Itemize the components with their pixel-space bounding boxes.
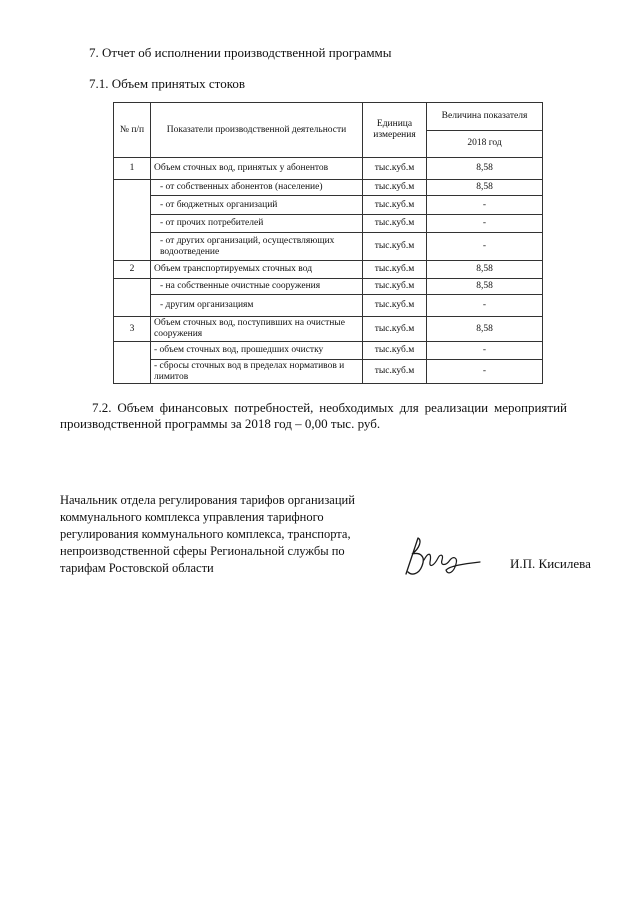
row-value: - bbox=[427, 215, 543, 233]
row-num-empty bbox=[114, 180, 151, 261]
row-num: 2 bbox=[114, 261, 151, 279]
row-indicator: - от прочих потребителей bbox=[151, 215, 363, 233]
header-value-group: Величина показателя bbox=[427, 103, 543, 131]
row-num-empty bbox=[114, 279, 151, 317]
header-year: 2018 год bbox=[427, 130, 543, 158]
row-value: - bbox=[427, 233, 543, 261]
row-value: 8,58 bbox=[427, 279, 543, 295]
row-value: 8,58 bbox=[427, 180, 543, 196]
row-unit: тыс.куб.м bbox=[363, 196, 427, 215]
signer-position-line: непроизводственной сферы Региональной службы по bbox=[60, 544, 345, 558]
row-num-empty bbox=[114, 342, 151, 384]
wastewater-table bbox=[113, 102, 543, 384]
table-row bbox=[114, 279, 543, 295]
row-num: 1 bbox=[114, 158, 151, 180]
table-row bbox=[114, 215, 543, 233]
row-unit: тыс.куб.м bbox=[363, 342, 427, 360]
row-unit: тыс.куб.м bbox=[363, 215, 427, 233]
row-indicator: - на собственные очистные сооружения bbox=[151, 279, 363, 295]
section-heading: 7. Отчет об исполнении производственной программы bbox=[89, 45, 392, 60]
row-unit: тыс.куб.м bbox=[363, 261, 427, 279]
row-indicator: Объем транспортируемых сточных вод bbox=[151, 261, 363, 279]
row-value: - bbox=[427, 360, 543, 384]
table-row bbox=[114, 196, 543, 215]
header-num: № п/п bbox=[114, 103, 151, 158]
table-row bbox=[114, 180, 543, 196]
table-row bbox=[114, 317, 543, 342]
table-row bbox=[114, 360, 543, 384]
row-indicator: - от других организаций, осуществляющих водоотведение bbox=[151, 233, 363, 261]
subsection-heading: 7.1. Объем принятых стоков bbox=[89, 76, 245, 91]
signer-name: И.П. Кисилева bbox=[510, 556, 591, 571]
row-indicator: - от бюджетных организаций bbox=[151, 196, 363, 215]
table-row bbox=[114, 295, 543, 317]
row-value: 8,58 bbox=[427, 317, 543, 342]
row-value: - bbox=[427, 196, 543, 215]
row-indicator: Объем сточных вод, поступивших на очистные сооружения bbox=[151, 317, 363, 342]
row-value: 8,58 bbox=[427, 158, 543, 180]
row-value: - bbox=[427, 295, 543, 317]
table-row bbox=[114, 233, 543, 261]
header-indicator: Показатели производственной деятельности bbox=[151, 103, 363, 158]
header-unit: Единица измерения bbox=[363, 103, 427, 158]
row-indicator: - другим организациям bbox=[151, 295, 363, 317]
table-row bbox=[114, 261, 543, 279]
row-unit: тыс.куб.м bbox=[363, 158, 427, 180]
row-indicator: - объем сточных вод, прошедших очистку bbox=[151, 342, 363, 360]
row-indicator: - сбросы сточных вод в пределах нормативов и лимитов bbox=[151, 360, 363, 384]
row-value: 8,58 bbox=[427, 261, 543, 279]
row-unit: тыс.куб.м bbox=[363, 317, 427, 342]
signer-position-line: коммунального комплекса управления тарифного bbox=[60, 510, 324, 524]
row-indicator: Объем сточных вод, принятых у абонентов bbox=[151, 158, 363, 180]
row-unit: тыс.куб.м bbox=[363, 295, 427, 317]
row-value: - bbox=[427, 342, 543, 360]
signer-position-line: тарифам Ростовской области bbox=[60, 561, 214, 575]
handwritten-signature bbox=[400, 530, 490, 580]
signer-position bbox=[60, 492, 380, 577]
row-unit: тыс.куб.м bbox=[363, 180, 427, 196]
table-row bbox=[114, 342, 543, 360]
signer-position-line: Начальник отдела регулирования тарифов организаций bbox=[60, 493, 355, 507]
table-row bbox=[114, 158, 543, 180]
signer-position-line: регулирования коммунального комплекса, транспорта, bbox=[60, 527, 351, 541]
row-unit: тыс.куб.м bbox=[363, 279, 427, 295]
row-unit: тыс.куб.м bbox=[363, 233, 427, 261]
row-unit: тыс.куб.м bbox=[363, 360, 427, 384]
row-indicator: - от собственных абонентов (население) bbox=[151, 180, 363, 196]
financial-needs-paragraph: 7.2. Объем финансовых потребностей, необходимых для реализации мероприятий производственной программы за 2018 год – 0,00 тыс. руб. bbox=[60, 400, 567, 431]
row-num: 3 bbox=[114, 317, 151, 342]
